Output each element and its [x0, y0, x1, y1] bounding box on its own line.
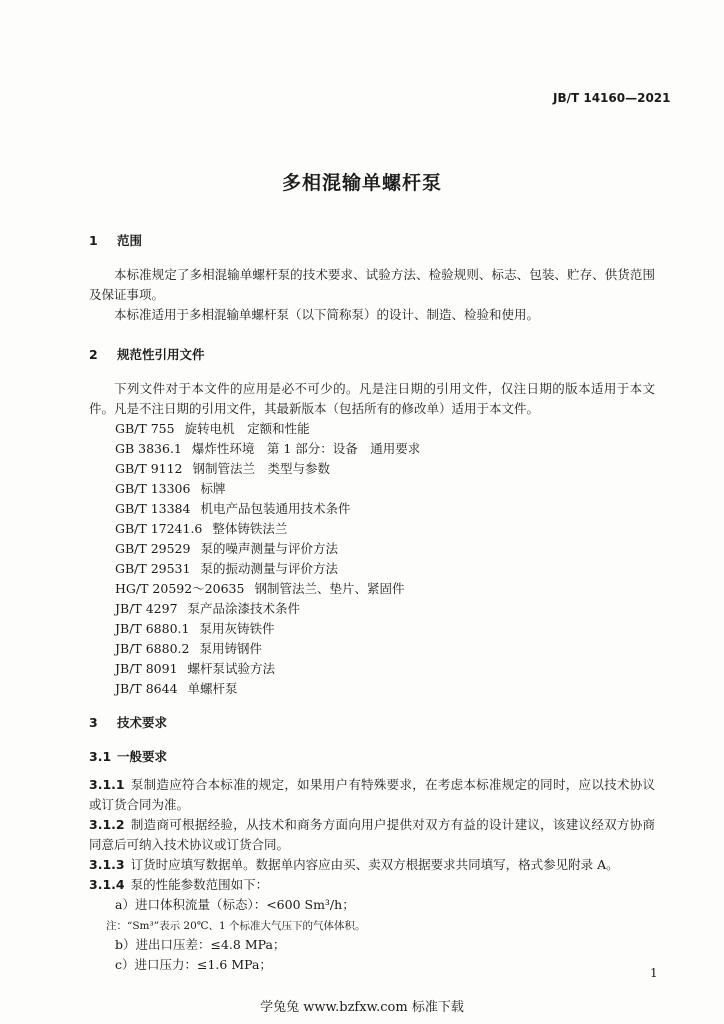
document-title: 多相混输单螺杆泵 — [281, 172, 442, 194]
reference-item — [115, 539, 338, 557]
section-number: 1 — [89, 233, 98, 248]
reference-code: HG/T 20592～20635 — [115, 581, 245, 596]
reference-title: 爆炸性环境 第 1 部分：设备 通用要求 — [191, 441, 421, 456]
reference-code: GB/T 29529 — [115, 541, 191, 556]
list-item-a: a）进口体积流量（标态）：<600 Sm³/h； — [115, 897, 355, 912]
paragraph: 本标准适用于多相混输单螺杆泵（以下简称泵）的设计、制造、检验和使用。 — [114, 307, 540, 322]
note: 注：“Sm³”表示 20℃、1 个标准大气压下的气体体积。 — [106, 920, 366, 932]
reference-title: 泵用铸钢件 — [199, 641, 262, 656]
clause-number: 3.1.4 — [89, 877, 125, 892]
reference-title: 旋转电机 定额和性能 — [184, 421, 310, 436]
reference-item — [115, 619, 274, 637]
reference-code: GB/T 13384 — [115, 501, 191, 516]
section-number: 3 — [89, 715, 98, 730]
clause-text: 泵的性能参数范围如下： — [130, 877, 269, 892]
clause-3-1-4 — [89, 875, 655, 895]
standard-number: JB/T 14160—2021 — [553, 91, 671, 105]
clause-3-1-3 — [89, 855, 655, 875]
clause-3-1-1 — [89, 775, 655, 815]
reference-title: 整体铸铁法兰 — [212, 521, 288, 536]
subsection-3-1-heading — [89, 747, 167, 765]
clause-3-1-2 — [89, 815, 655, 855]
section-number: 3.1 — [89, 749, 112, 764]
reference-code: GB/T 17241.6 — [115, 521, 203, 536]
reference-title: 机电产品包装通用技术条件 — [200, 501, 351, 516]
reference-code: JB/T 8091 — [115, 661, 178, 676]
reference-item — [115, 519, 287, 537]
section-title: 技术要求 — [117, 715, 168, 730]
reference-title: 螺杆泵试验方法 — [187, 661, 276, 676]
reference-code: GB/T 9112 — [115, 461, 183, 476]
reference-title: 泵用灰铸铁件 — [199, 621, 275, 636]
list-item-b: b）进出口压差：≤4.8 MPa； — [115, 937, 286, 952]
list-item-c: c）进口压力：≤1.6 MPa； — [115, 957, 272, 972]
reference-title: 泵的振动测量与评价方法 — [200, 561, 338, 576]
reference-title: 钢制管法兰 类型与参数 — [192, 461, 331, 476]
section-1-heading — [89, 231, 142, 249]
clause-number: 3.1.3 — [89, 857, 125, 872]
section-3-heading — [89, 713, 167, 731]
clause-number: 3.1.1 — [89, 777, 125, 792]
reference-title: 标牌 — [200, 481, 226, 496]
reference-item — [115, 659, 275, 677]
clause-text: 泵制造应符合本标准的规定，如果用户有特殊要求，在考虑本标准规定的同时，应以技术协议或订货合同为准。 — [89, 777, 655, 812]
section-title: 一般要求 — [117, 749, 168, 764]
reference-item — [115, 579, 404, 597]
clause-text: 订货时应填写数据单。数据单内容应由买、卖双方根据要求共同填写，格式参见附录 A。 — [130, 857, 619, 872]
reference-code: JB/T 6880.2 — [115, 641, 190, 656]
reference-item — [115, 559, 338, 577]
section-number: 2 — [89, 347, 98, 362]
reference-item — [115, 499, 350, 517]
reference-code: JB/T 4297 — [115, 601, 178, 616]
reference-code: GB 3836.1 — [115, 441, 182, 456]
reference-title: 泵产品涂漆技术条件 — [187, 601, 301, 616]
reference-code: JB/T 6880.1 — [115, 621, 190, 636]
reference-item — [115, 439, 420, 457]
section-title: 规范性引用文件 — [117, 347, 205, 362]
clause-number: 3.1.2 — [89, 817, 125, 832]
page-number: 1 — [650, 966, 658, 980]
reference-code: GB/T 755 — [115, 421, 175, 436]
reference-title: 钢制管法兰、垫片、紧固件 — [254, 581, 405, 596]
reference-code: GB/T 13306 — [115, 481, 191, 496]
footer-watermark: 学兔兔 www.bzfxw.com 标准下载 — [260, 1000, 464, 1015]
reference-code: JB/T 8644 — [115, 681, 178, 696]
paragraph: 本标准规定了多相混输单螺杆泵的技术要求、试验方法、检验规则、标志、包装、贮存、供货范围及保证事项。 — [89, 267, 655, 302]
reference-item — [115, 419, 310, 437]
reference-item — [115, 639, 262, 657]
clause-text: 制造商可根据经验，从技术和商务方面向用户提供对双方有益的设计建议，该建议经双方协商同意后可纳入技术协议或订货合同。 — [89, 817, 655, 852]
reference-item — [115, 459, 330, 477]
reference-title: 单螺杆泵 — [187, 681, 238, 696]
reference-title: 泵的噪声测量与评价方法 — [200, 541, 338, 556]
reference-item — [115, 599, 300, 617]
reference-code: GB/T 29531 — [115, 561, 191, 576]
section-title: 范围 — [117, 233, 143, 248]
reference-item — [115, 479, 225, 497]
section-2-heading — [89, 345, 205, 363]
paragraph: 下列文件对于本文件的应用是必不可少的。凡是注日期的引用文件，仅注日期的版本适用于本文件。凡是不注日期的引用文件，其最新版本（包括所有的修改单）适用于本文件。 — [89, 381, 655, 416]
reference-item — [115, 679, 238, 697]
